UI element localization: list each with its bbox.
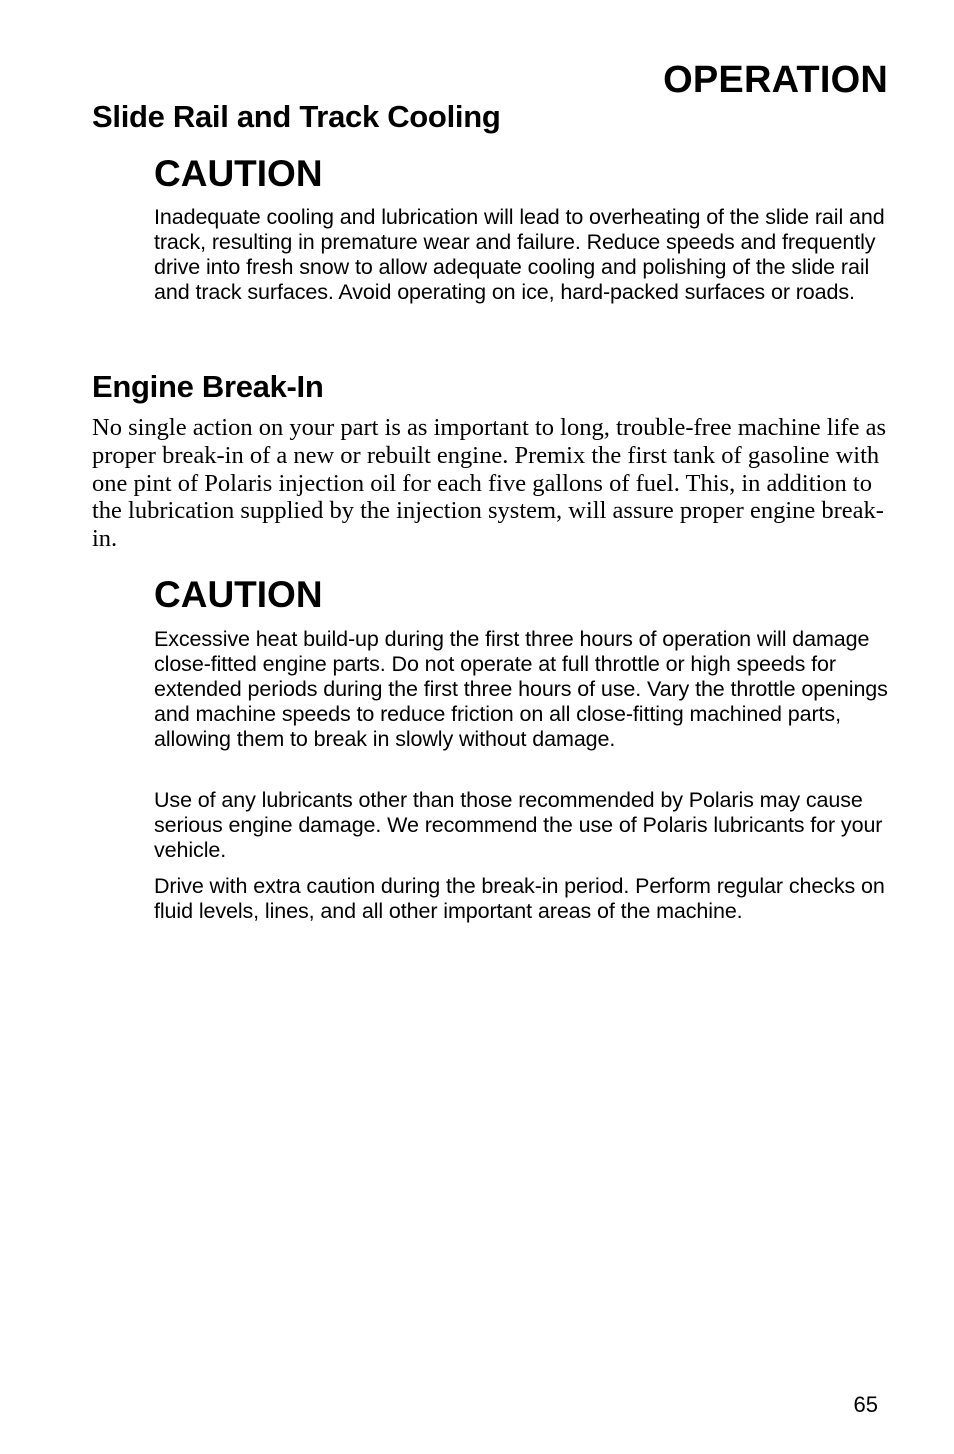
caution-text-slide-rail: Inadequate cooling and lubrication will lead to overheating of the slide rail and track, resulting in premature wear and failure. Reduce speeds and frequently drive into fresh snow to allow adequate cooling and polishing of the slide rail and track surfaces. Avoid operating on ice, hard-packed surfaces or roads. — [154, 205, 885, 305]
slide-rail-heading: Slide Rail and Track Cooling — [92, 99, 501, 134]
caution-title-engine: CAUTION — [154, 574, 323, 615]
section-header: OPERATION — [663, 59, 888, 101]
engine-break-in-heading: Engine Break-In — [92, 369, 324, 404]
engine-break-in-body: No single action on your part is as important to long, trouble-free machine life as proper break-in of a new or rebuilt engine. Premix the first tank of gasoline with one pint of Polaris injection oil for each five gallons of fuel. This, in addition to the lubrication supplied by the injection system, will assure proper engine break-in. — [92, 414, 886, 553]
caution-paragraph-heat: Excessive heat build-up during the first three hours of operation will damage close-fitted engine parts. Do not operate at full throttle or high speeds for extended periods during the first three hours of use. Vary the throttle openings and machine speeds to reduce friction on all close-fitting machined parts, allowing them to break in slowly without damage. — [154, 627, 888, 752]
caution-paragraph-drive: Drive with extra caution during the break-in period. Perform regular checks on fluid levels, lines, and all other important areas of the machine. — [154, 874, 885, 924]
caution-title-slide-rail: CAUTION — [154, 153, 323, 194]
caution-paragraph-lubricants: Use of any lubricants other than those recommended by Polaris may cause serious engine damage. We recommend the use of Polaris lubricants for your vehicle. — [154, 788, 883, 863]
page-number: 65 — [853, 1392, 878, 1417]
